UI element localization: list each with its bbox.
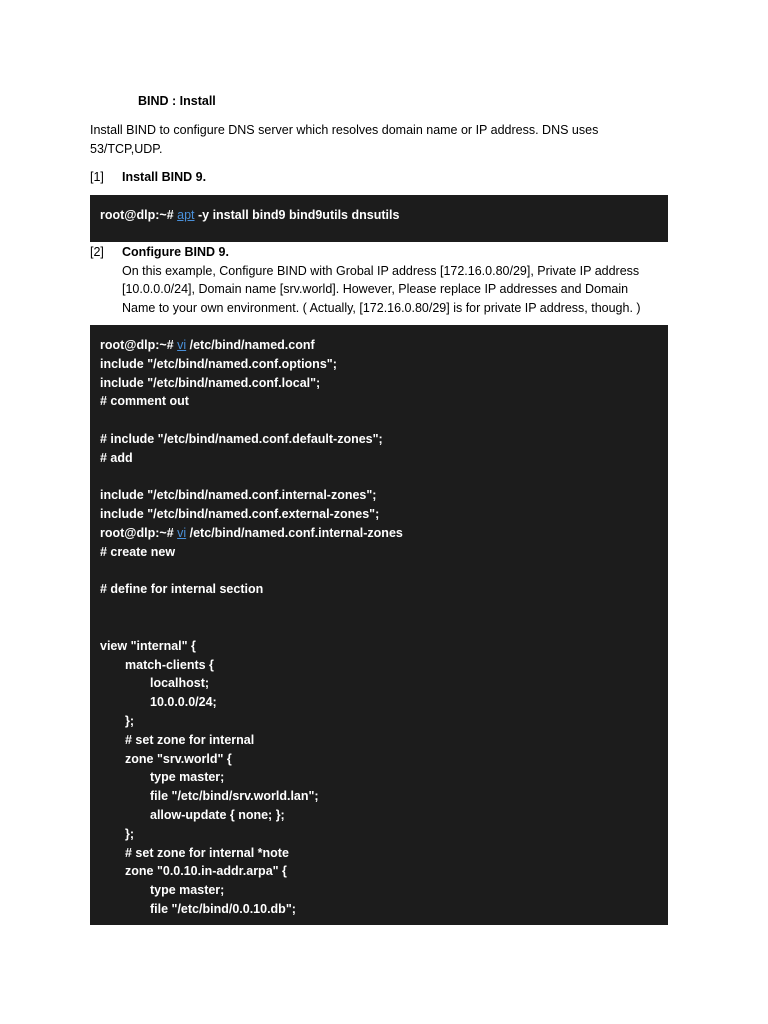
terminal-line: include "/etc/bind/named.conf.local"; [100,375,321,390]
terminal-line [100,206,668,225]
intro-paragraph: Install BIND to configure DNS server which resolves domain name or IP address. DNS uses 53/TCP,UDP. [90,123,599,156]
terminal-line: # set zone for internal *note [125,845,289,860]
terminal-block-config [90,325,668,925]
terminal-blank-line [100,618,668,637]
shell-prompt: root@dlp:~# [100,338,178,352]
terminal-block-install [90,195,668,242]
step-1 [90,168,662,187]
command-link-apt[interactable]: apt [177,208,195,222]
terminal-line [100,524,668,543]
command-args: /etc/bind/named.conf.internal-zones [186,525,403,540]
step-heading: Install BIND 9. [122,170,207,184]
terminal-line: # define for internal section [100,582,264,597]
terminal-line: zone "srv.world" { [125,751,232,766]
command-args: /etc/bind/named.conf [186,338,315,352]
terminal-line: view "internal" { [100,638,196,653]
terminal-line: # comment out [100,394,189,409]
terminal-line: include "/etc/bind/named.conf.internal-zones"; [100,488,377,503]
terminal-line: # create new [100,544,176,559]
shell-prompt: root@dlp:~# [100,208,178,222]
terminal-line: include "/etc/bind/named.conf.options"; [100,356,337,371]
terminal-line: # include "/etc/bind/named.conf.default-zones"; [100,431,383,446]
terminal-line: type master; [150,770,225,785]
step-2 [90,243,662,317]
terminal-line: type master; [150,883,225,898]
command-link-vi[interactable]: vi [177,525,187,540]
page-title: BIND : Install [138,94,216,108]
step-heading: Configure BIND 9. [122,245,229,259]
terminal-line: }; [125,713,135,728]
shell-prompt: root@dlp:~# [100,525,178,540]
terminal-blank-line [100,599,668,618]
terminal-blank-line [100,411,668,430]
terminal-line: match-clients { [125,657,214,672]
terminal-line: allow-update { none; }; [150,807,285,822]
terminal-blank-line [100,562,668,581]
terminal-line: # set zone for internal [125,732,255,747]
command-link-vi[interactable]: vi [177,338,187,352]
terminal-line: include "/etc/bind/named.conf.external-zones"; [100,507,380,522]
terminal-line: # add [100,450,133,465]
terminal-line: file "/etc/bind/0.0.10.db"; [150,901,296,916]
terminal-line: 10.0.0.0/24; [150,695,217,710]
terminal-line: localhost; [150,676,210,691]
step-number: [2] [90,245,104,259]
terminal-blank-line [100,468,668,487]
step-description: On this example, Configure BIND with Grobal IP address [172.16.0.80/29], Private IP address [10.0.0.0/24], Domain name [srv.world]. However, Please replace IP addresses and Domain Name to your own environment. ( Actually, [172.16.0.80/29] is for private IP address, though. ) [122,263,641,315]
terminal-line: }; [125,826,135,841]
terminal-line [100,336,668,355]
terminal-line: zone "0.0.10.in-addr.arpa" { [125,864,287,879]
step-number: [1] [90,170,104,184]
command-args: -y install bind9 bind9utils dnsutils [194,208,400,222]
terminal-line: file "/etc/bind/srv.world.lan"; [150,789,319,804]
